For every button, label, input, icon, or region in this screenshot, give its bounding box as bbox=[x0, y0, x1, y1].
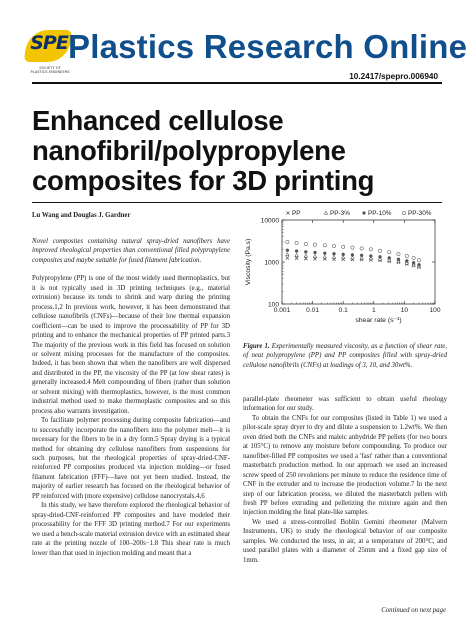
data-point-pp-3 bbox=[342, 256, 345, 259]
data-point-pp-10 bbox=[405, 259, 408, 262]
data-point-pp-30 bbox=[397, 252, 400, 255]
legend-label: PP-30% bbox=[408, 210, 432, 217]
doi[interactable]: 10.2417/spepro.006940 bbox=[349, 72, 438, 81]
y-tick-label: 100 bbox=[267, 301, 279, 309]
data-point-pp-10 bbox=[332, 252, 335, 255]
data-point-pp bbox=[304, 257, 307, 260]
data-point-pp-10 bbox=[342, 253, 345, 256]
data-point-pp-10 bbox=[397, 258, 400, 261]
data-point-pp-10 bbox=[363, 212, 366, 215]
data-point-pp-30 bbox=[388, 251, 391, 254]
right-column bbox=[243, 395, 447, 565]
data-point-pp-3 bbox=[313, 254, 316, 257]
y-tick-label: 10000 bbox=[260, 217, 279, 225]
title-line-1: Enhanced cellulose bbox=[32, 105, 284, 136]
body-paragraph-6: We used a stress-controlled Bohlin Gemini rheometer (Malvern Instruments, UK) to study the rheological behavior of our composite samples. We conducted the tests, in air, at a temperature of 200°C, and used parallel plates with a diameter of 25mm and a fixed gap size of 1mm. bbox=[243, 518, 447, 564]
data-point-pp-3 bbox=[286, 253, 289, 256]
data-point-pp-30 bbox=[332, 244, 335, 247]
viscosity-chart bbox=[240, 206, 450, 336]
data-point-pp-30 bbox=[405, 254, 408, 257]
plot-frame bbox=[282, 220, 435, 304]
left-column bbox=[32, 237, 230, 558]
data-point-pp-30 bbox=[402, 211, 405, 214]
x-axis-label: shear rate (s⁻¹) bbox=[355, 317, 402, 324]
figure-label: Figure 1. bbox=[243, 343, 270, 350]
abstract: Novel composites containing natural spray-dried nanofibers have improved rheological properties than conventional filled polypropylene composites and maybe suitable for fused filament fabrication. bbox=[32, 238, 230, 264]
data-point-pp-30 bbox=[360, 247, 363, 250]
logo-subtitle-line-2: PLASTICS ENGINEERS bbox=[30, 70, 70, 75]
logo-text: SPE bbox=[30, 32, 68, 54]
data-point-pp-10 bbox=[286, 249, 289, 252]
data-point-pp-3 bbox=[323, 255, 326, 258]
viscosity-chart-svg bbox=[240, 206, 450, 336]
data-point-pp-3 bbox=[304, 254, 307, 257]
data-point-pp-10 bbox=[323, 252, 326, 255]
title-rule bbox=[32, 202, 442, 203]
body-paragraph-5: To obtain the CNFs for our composites (listed in Table 1) we used a pilot-scale spray dryer to dry and dilute a suspension to 1.2wt%. We then oven dried both the CNFs and maleic anhydride PP pellets (for two hours at 105°C) to remove any moisture before compounding. To produce our nanofiber-filled PP composites we used a 'fast' rather than a conventional masterbatch production method. In our approach we used an increased screw speed of 250 revolutions per minute to reduce the residence time of CNF in the extruder and to increase the production volume.7 In the next step of our fabrication process, we diluted the masterbatch pellets with fresh PP before extruding and pelletizing the mixture again and then injection molding the final plate-like samples. bbox=[243, 414, 447, 517]
logo-subtitle bbox=[24, 66, 76, 75]
journal-title: Plastics Research Online bbox=[68, 28, 468, 65]
continued-on-next-page[interactable]: Continued on next page bbox=[381, 607, 446, 614]
x-tick-label: 0.001 bbox=[273, 307, 291, 314]
legend-label: PP-3% bbox=[330, 210, 350, 217]
data-point-pp-30 bbox=[378, 249, 381, 252]
legend-label: PP bbox=[292, 210, 301, 217]
data-point-pp-10 bbox=[388, 256, 391, 259]
data-point-pp-30 bbox=[342, 245, 345, 248]
data-point-pp-10 bbox=[379, 255, 382, 258]
body-paragraph-3: In this study, we have therefore explored the rheological behavior of spray-dried-CNF-reinforced PP composites and have modeled their processability for the FFF 3D printing method.7 For our experiments we used a bench-scale material extrusion device with an estimated shear rate at the printing nozzle of 100–200s−1.8 This shear rate is much lower than that used in injection molding and meant that a bbox=[32, 502, 231, 557]
y-axis-label: Viscosity (Pa.s) bbox=[245, 238, 252, 286]
data-point-pp-10 bbox=[314, 251, 317, 254]
title-line-2: nanofibril/polypropylene bbox=[32, 135, 346, 166]
data-point-pp-3 bbox=[324, 211, 327, 214]
data-point-pp-30 bbox=[286, 240, 289, 243]
data-point-pp bbox=[286, 211, 289, 214]
data-point-pp-10 bbox=[360, 254, 363, 257]
x-tick-label: 0.01 bbox=[306, 307, 320, 314]
data-point-pp-30 bbox=[313, 243, 316, 246]
data-point-pp-10 bbox=[295, 250, 298, 253]
body-paragraph-1: Polypropylene (PP) is one of the most widely used thermoplastics, but it is not typically used in 3D printing techniques (e.g., material extrusion) because its tends to shrink and warp during the printing process.1,2 In previous work, however, it has been demonstrated that cellulose nanofibrils (CNFs)—because of their low thermal expansion coefficient—can be used to improve the processability of PP for 3D printing and to enhance the mechanical properties of PP printed parts.3 The majority of the previous work in this field has focused on solution or solvent mixing processes for the manufacture of the composites. Indeed, it has been shown that when the nanofibers are well dispersed and distributed in the PP, the viscosity of the PP (at low shear rates) is generally increased.4 Melt compounding of fibers (rather than solution or solvent mixing) with thermoplastics, however, is the most common industrial method used to make thermoplastic composites and so this process also warrants investigation. bbox=[32, 275, 230, 415]
data-point-pp bbox=[295, 257, 298, 260]
data-point-pp-10 bbox=[351, 253, 354, 256]
data-point-pp-3 bbox=[332, 255, 335, 258]
title-line-3: composites for 3D printing bbox=[32, 165, 375, 196]
data-point-pp-30 bbox=[304, 242, 307, 245]
data-point-pp-30 bbox=[369, 248, 372, 251]
x-tick-label: 100 bbox=[429, 307, 441, 314]
data-point-pp-30 bbox=[295, 241, 298, 244]
data-point-pp-30 bbox=[323, 244, 326, 247]
x-tick-label: 10 bbox=[400, 307, 409, 314]
body-paragraph-4: parallel-plate rheometer was sufficient to obtain useful rheology information for our study. bbox=[243, 396, 447, 413]
x-tick-label: 1 bbox=[371, 307, 376, 314]
data-point-pp-30 bbox=[417, 259, 420, 262]
data-point-pp-10 bbox=[417, 263, 420, 266]
article-title bbox=[32, 106, 452, 196]
data-point-pp-30 bbox=[412, 256, 415, 259]
header-rule bbox=[32, 82, 442, 84]
data-point-pp-10 bbox=[412, 261, 415, 264]
figure-caption-text: Experimentally measured viscosity, as a function of shear rate, of neat polypropylene (PP) and PP composites filled with spray-dried cellulose nanofibrils (CNFs) at loadings of 3, 10, and 30wt%. bbox=[243, 343, 447, 369]
logo-subtitle-line-1: SOCIETY OF bbox=[39, 66, 61, 70]
figure-caption bbox=[243, 342, 447, 370]
authors: Lu Wang and Douglas J. Gardner bbox=[32, 212, 131, 219]
data-point-pp-10 bbox=[369, 254, 372, 257]
x-tick-label: 0.1 bbox=[338, 307, 348, 314]
data-point-pp-3 bbox=[295, 253, 298, 256]
body-paragraph-2: To facilitate polymer processing during composite fabrication—and to successfully incorporate the nanofibers into the polymer melt—it is necessary for the fibers to be in a dry form.5 Spray drying is a typical method for obtaining dry cellulose nanofibers from suspensions for such purposes, but the rheological properties of spray-dried-CNF-reinforced PP composites produced via injection molding—or fused filament fabrication (FFF)—have not yet been studied. Instead, the majority of earlier research has focused on the rheological behavior of PP reinforced with (more expensive) cellulose nanocrystals.4,6 bbox=[32, 417, 230, 500]
legend-label: PP-10% bbox=[368, 210, 392, 217]
y-tick-label: 1000 bbox=[264, 259, 279, 267]
data-point-pp bbox=[286, 256, 289, 259]
data-point-pp-30 bbox=[351, 246, 354, 249]
data-point-pp-10 bbox=[304, 250, 307, 253]
